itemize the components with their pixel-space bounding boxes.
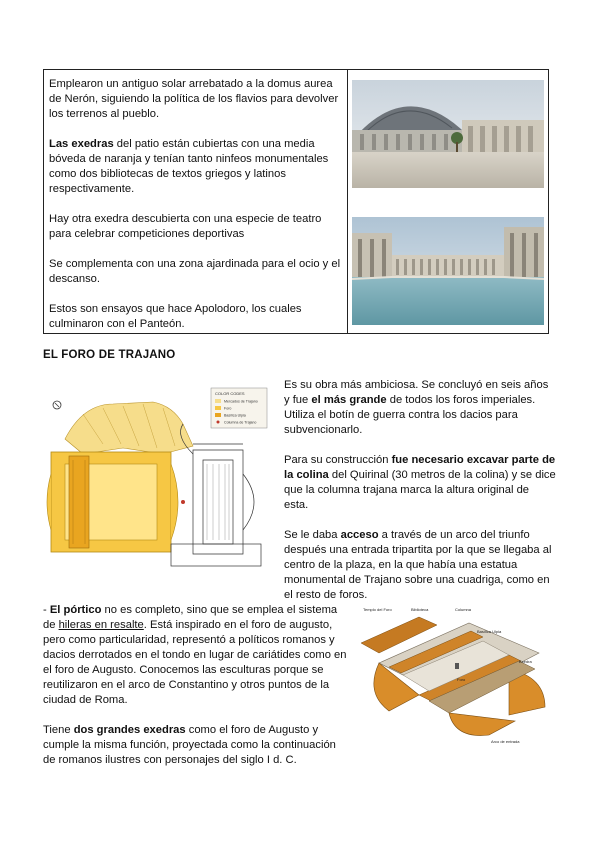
table-paragraph-2: Las exedras del patio están cubiertas con una media bóveda de naranja y tenían tanto ninfeos monumentales como dos bibliotecas de textos griegos y latinos respectivamente. [49,138,329,195]
model-label: Templo del Foro [363,607,392,612]
model-label: Exedra [519,659,532,664]
plan-legend-title: COLOR CODES [215,391,245,396]
model-label: Foro [457,677,466,682]
table-paragraph-4: Se complementa con una zona ajardinada para el ocio y el descanso. [49,258,341,285]
table-paragraph-3: Hay otra exedra descubierta con una especie de teatro para celebrar competiciones deportivas [49,213,322,240]
portico-text [43,603,351,783]
table-paragraph-5: Estos son ensayos que hace Apolodoro, los cuales culminaron con el Panteón. [49,303,302,330]
intro-text [284,378,556,618]
plan-legend-item: Basílica Ulpia [224,413,246,418]
forum-floor-plan [43,384,271,574]
intro-paragraph-1: Es su obra más ambiciosa. Se concluyó en seis años y fue el más grande de todos los foros imperiales. Utiliza el botín de guerra contra los dacios para subvencionarlo. [284,379,549,436]
info-table [43,69,549,334]
plan-legend-item: Columna de Trajano [224,420,257,425]
exedras-paragraph: Tiene dos grandes exedras como el foro de Augusto y cumple la misma función, proyectada como la continuación de romanos ilustres con personajes del siglo I d. C. [43,724,336,766]
intro-paragraph-2: Para su construcción fue necesario excavar parte de la colina del Quirinal (30 metros de la colina) y se dice que la columna trajana marca la altura original de esta. [284,454,556,511]
plan-legend-item: Foro [224,406,232,411]
table-paragraph-1: Emplearon un antiguo solar arrebatado a la domus aurea de Nerón, siguiendo la política de los flavios para devolver los terrenos al pueblo. [49,78,339,120]
exedra-dome-render [352,80,544,188]
model-label: Arco de entrada [491,739,520,744]
intro-paragraph-3: Se le daba acceso a través de un arco del triunfo después una entrada tripartita por la que se llegaba al centro de la plaza, en la que había una estatua monumental de Trajano sobre una cuadriga, como en el resto de foros. [284,529,552,601]
section-title: EL FORO DE TRAJANO [43,349,176,361]
model-label: Basílica Ulpia [477,629,502,634]
model-label: Columna [455,607,472,612]
table-text-cell [49,77,344,347]
table-column-divider [347,70,348,333]
forum-3d-model [359,603,555,747]
plan-legend-item: Mercados de Trajano [224,399,258,404]
model-label: Biblioteca [411,607,429,612]
courtyard-render [352,217,544,325]
portico-paragraph: - El pórtico no es completo, sino que se emplea el sistema de hileras en resalte. Está inspirado en el foro de augusto, pero como particularidad, representó a políticos romanos y dacios derrotados en el tondo en lugar de cariátides como en el foro de Augusto. Conocemos las esculturas porque se reutilizaron en el arco de Constantino y otros puntos de la ciudad de Roma. [43,604,347,706]
